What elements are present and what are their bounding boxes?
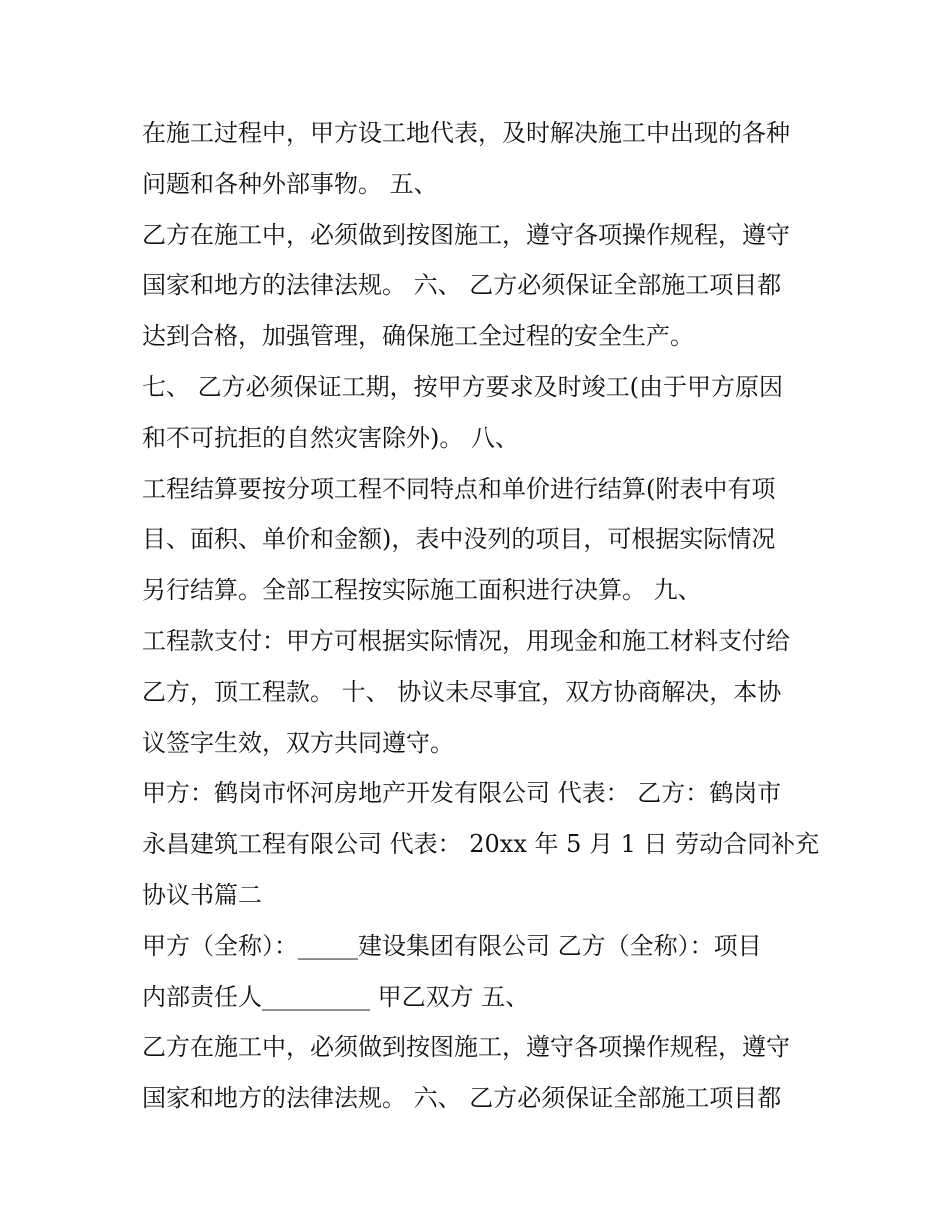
body-line: 议签字生效，双方共同遵守。 (142, 728, 454, 757)
body-line: 目、面积、单价和金额)，表中没列的项目，可根据实际情况 (142, 525, 776, 554)
body-line: 工程结算要按分项工程不同特点和单价进行结算(附表中有项 (142, 474, 776, 503)
body-line: 乙方，顶工程款。 十、 协议未尽事宜，双方协商解决，本协 (142, 677, 782, 706)
body-line: 七、 乙方必须保证工期，按甲方要求及时竣工(由于甲方原因 (142, 372, 783, 401)
body-line: 国家和地方的法律法规。 六、 乙方必须保证全部施工项目都 (142, 271, 782, 300)
body-line: 永昌建筑工程有限公司 代表： 20xx 年 5 月 1 日 劳动合同补充 (142, 830, 820, 859)
body-line: 达到合格，加强管理，确保施工全过程的安全生产。 (142, 322, 694, 351)
body-line: 乙方在施工中，必须做到按图施工，遵守各项操作规程，遵守 (142, 220, 790, 249)
document-body (142, 108, 822, 1124)
body-line: 和不可抗拒的自然灾害除外)。 八、 (142, 423, 519, 452)
body-line: 内部责任人_________ 甲乙双方 五、 (142, 982, 530, 1011)
body-line: 甲方：鹤岗市怀河房地产开发有限公司 代表： 乙方：鹤岗市 (142, 779, 782, 808)
body-line: 在施工过程中，甲方设工地代表，及时解决施工中出现的各种 (142, 119, 790, 147)
body-line: 国家和地方的法律法规。 六、 乙方必须保证全部施工项目都 (142, 1084, 782, 1113)
body-line: 工程款支付：甲方可根据实际情况，用现金和施工材料支付给 (142, 626, 790, 655)
body-line: 甲方（全称）：_____建设集团有限公司 乙方（全称）：项目 (142, 931, 762, 960)
body-line: 问题和各种外部事物。 五、 (142, 169, 438, 198)
body-line: 协议书篇二 (142, 880, 262, 909)
body-line: 乙方在施工中，必须做到按图施工，遵守各项操作规程，遵守 (142, 1033, 790, 1062)
body-line: 另行结算。全部工程按实际施工面积进行决算。 九、 (142, 576, 702, 605)
